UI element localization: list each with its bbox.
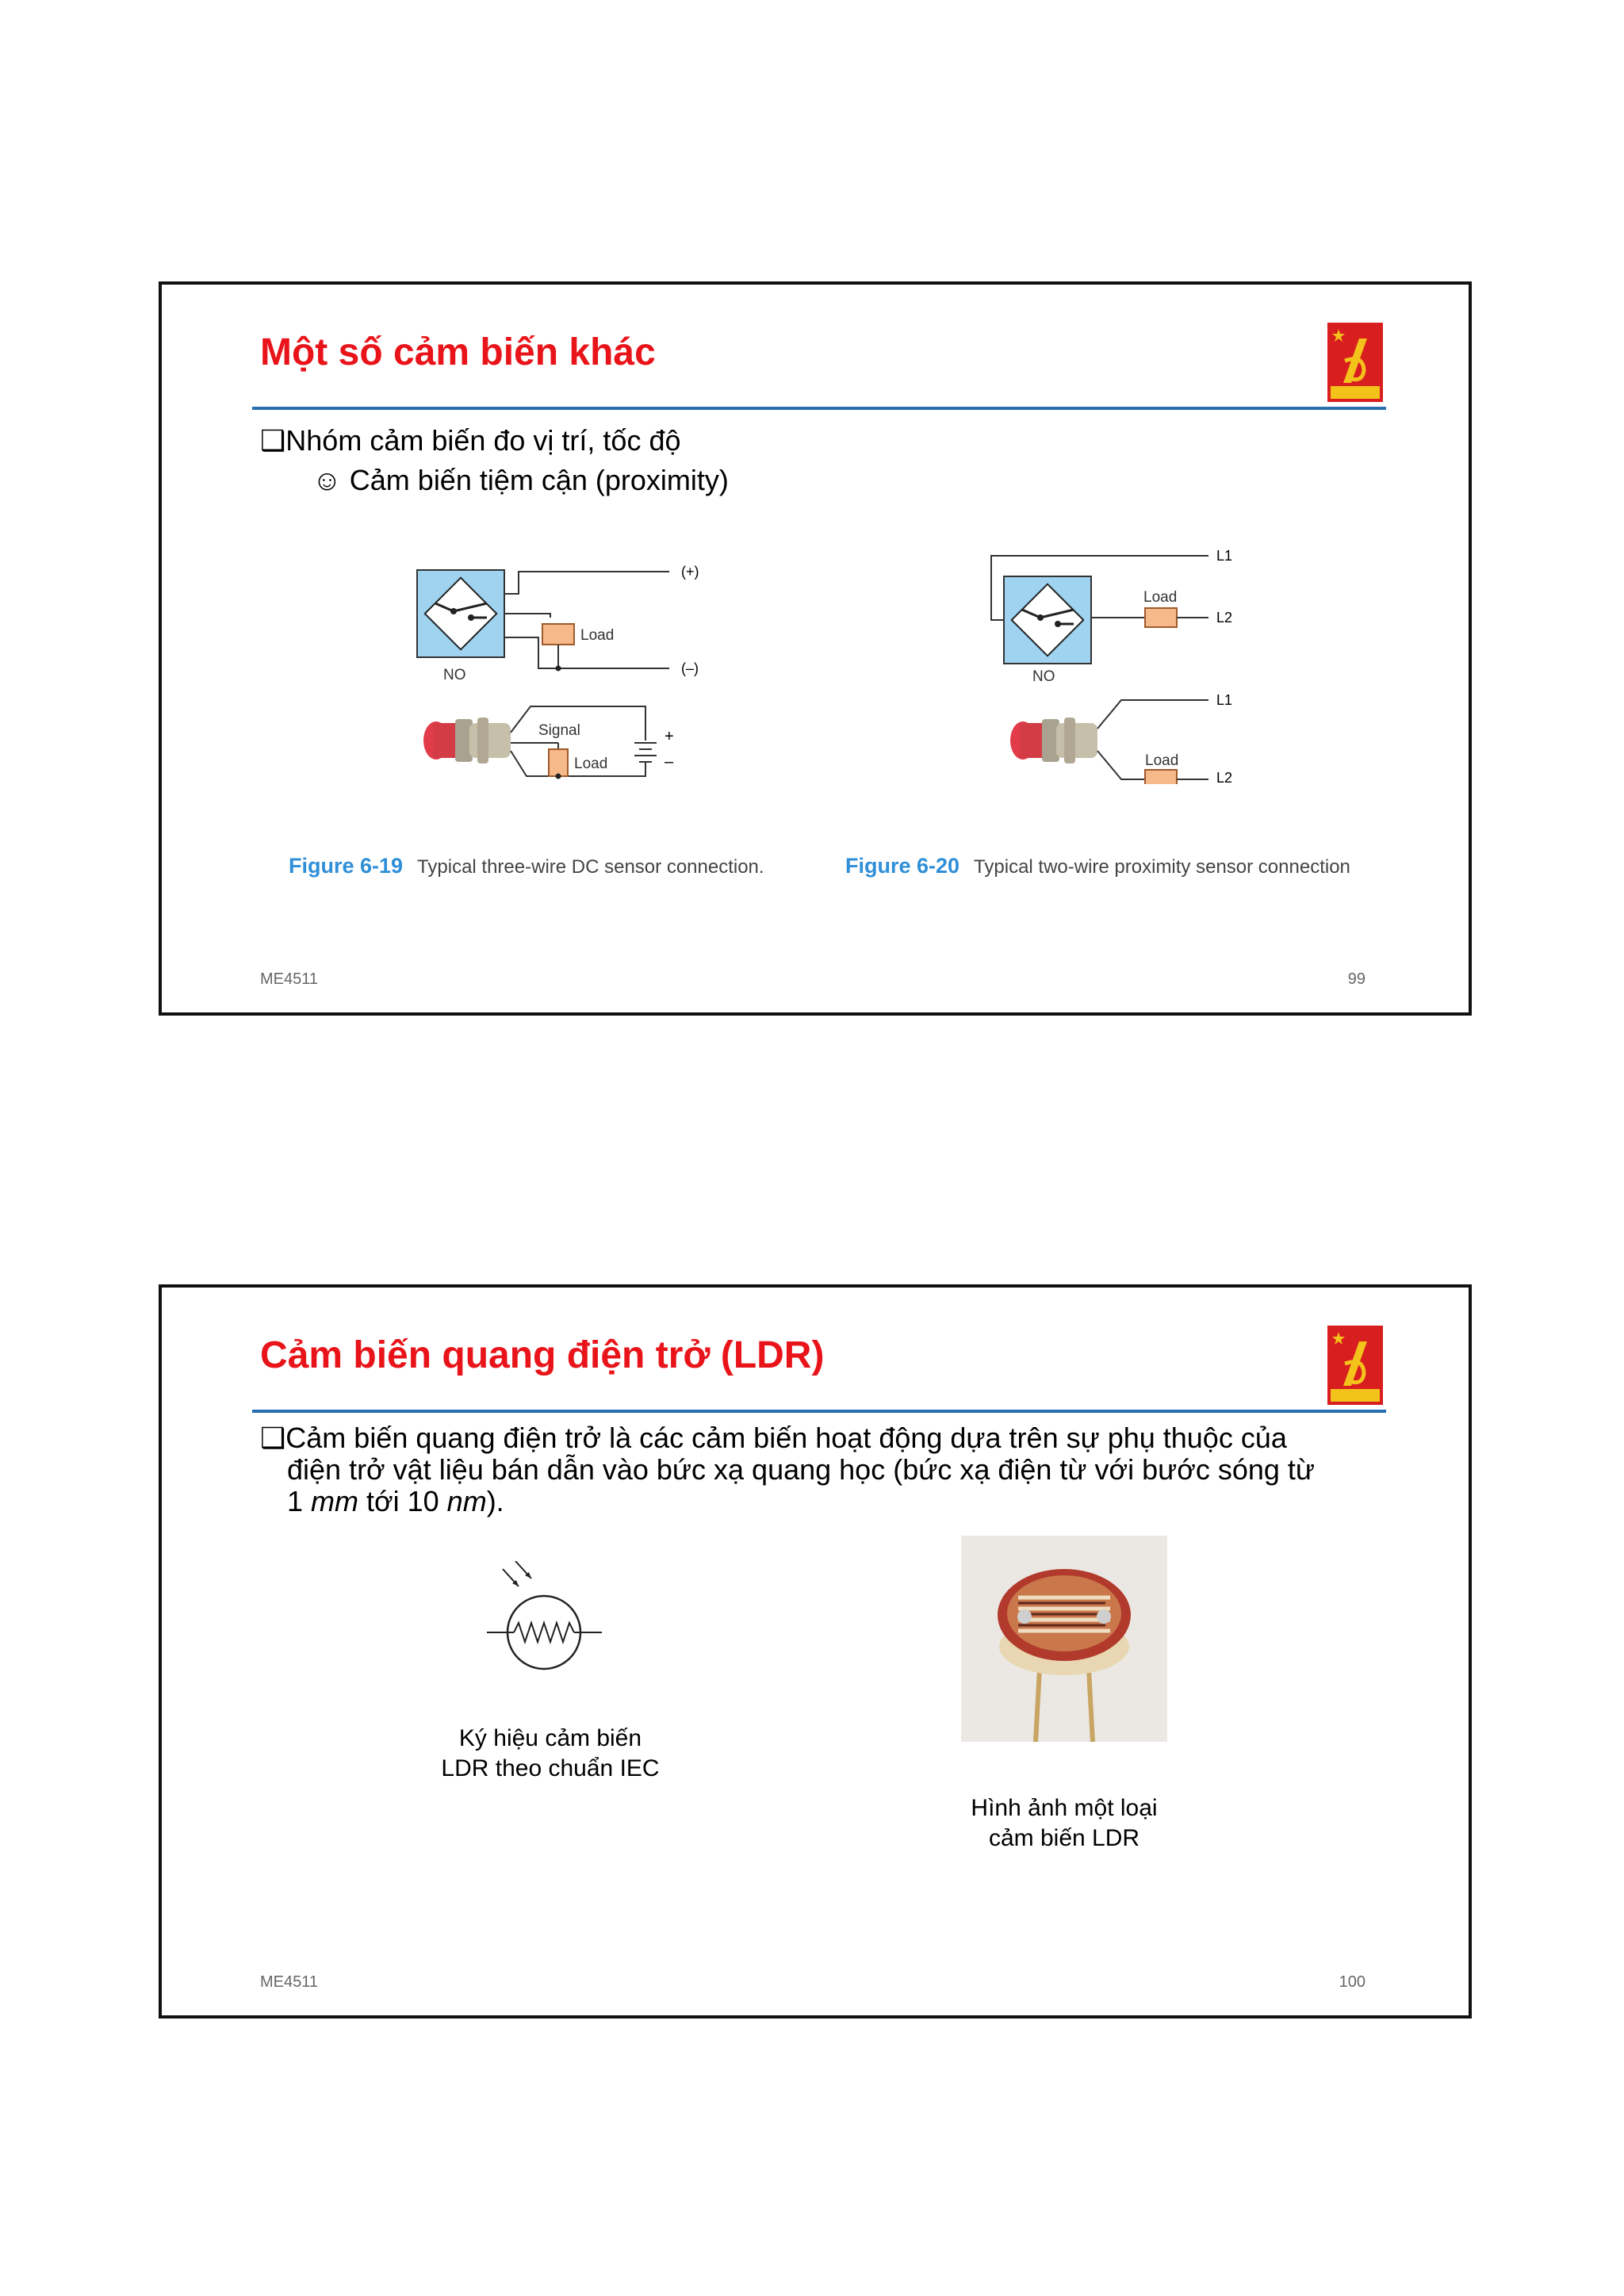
figure-6-19-diagram [400, 538, 717, 784]
label-no: NO [1032, 668, 1055, 685]
symbol-caption: Ký hiệu cảm biến LDR theo chuẩn IEC [441, 1725, 660, 1781]
footer-page-number: 100 [1339, 1973, 1365, 1991]
checkbox-bullet-icon: ❑ [260, 424, 286, 457]
slide-title: Cảm biến quang điện trở (LDR) [260, 1334, 825, 1376]
label-no: NO [443, 667, 466, 683]
footer-course: ME4511 [260, 970, 319, 988]
slide-title: Một số cảm biến khác [260, 331, 656, 373]
photo-caption: Hình ảnh một loại cảm biến LDR [971, 1795, 1158, 1851]
ldr-iec-symbol [479, 1561, 614, 1704]
label-plus: (+) [681, 564, 699, 580]
figure-6-20-caption: Figure 6-20 Typical two-wire proximity sensor connection [845, 854, 1350, 878]
label-l1-2: L1 [1216, 692, 1233, 708]
label-battery-minus: – [665, 753, 674, 771]
label-battery-plus: + [665, 728, 674, 745]
ldr-description: ❑Cảm biến quang điện trở là các cảm biến hoạt động dựa trên sự phụ thuộc của điện trở vật liệu bán dẫn vào bức xạ quang học (bức xạ điện từ với bước sóng từ 1 mm tới 10 nm). [260, 1422, 1316, 1517]
university-logo [1327, 323, 1383, 402]
university-logo [1327, 1326, 1383, 1405]
footer-page-number: 99 [1347, 970, 1365, 988]
title-rule [252, 407, 1386, 410]
label-l2-2: L2 [1216, 770, 1233, 784]
footer-course: ME4511 [260, 1973, 319, 1991]
label-load-2: Load [574, 756, 608, 772]
label-minus: (–) [681, 660, 699, 676]
label-l2: L2 [1216, 610, 1233, 626]
smiley-bullet-icon: ☺ [312, 464, 342, 496]
label-load: Load [1143, 589, 1178, 606]
label-signal: Signal [538, 722, 580, 739]
ldr-photo [961, 1536, 1167, 1742]
label-load: Load [580, 627, 615, 644]
checkbox-bullet-icon: ❑ [260, 1422, 286, 1454]
bullet-position-speed: ❑Nhóm cảm biến đo vị trí, tốc độ [260, 424, 681, 457]
figure-6-19-caption: Figure 6-19 Typical three-wire DC sensor connection. [289, 854, 764, 878]
slide-99 [159, 281, 1472, 1016]
title-rule [252, 1410, 1386, 1413]
label-load-2: Load [1145, 752, 1179, 769]
label-l1: L1 [1216, 548, 1233, 564]
figure-6-20-diagram [955, 530, 1304, 784]
sub-bullet-proximity: ☺ Cảm biến tiệm cận (proximity) [312, 464, 729, 496]
slide-100 [159, 1284, 1472, 2019]
